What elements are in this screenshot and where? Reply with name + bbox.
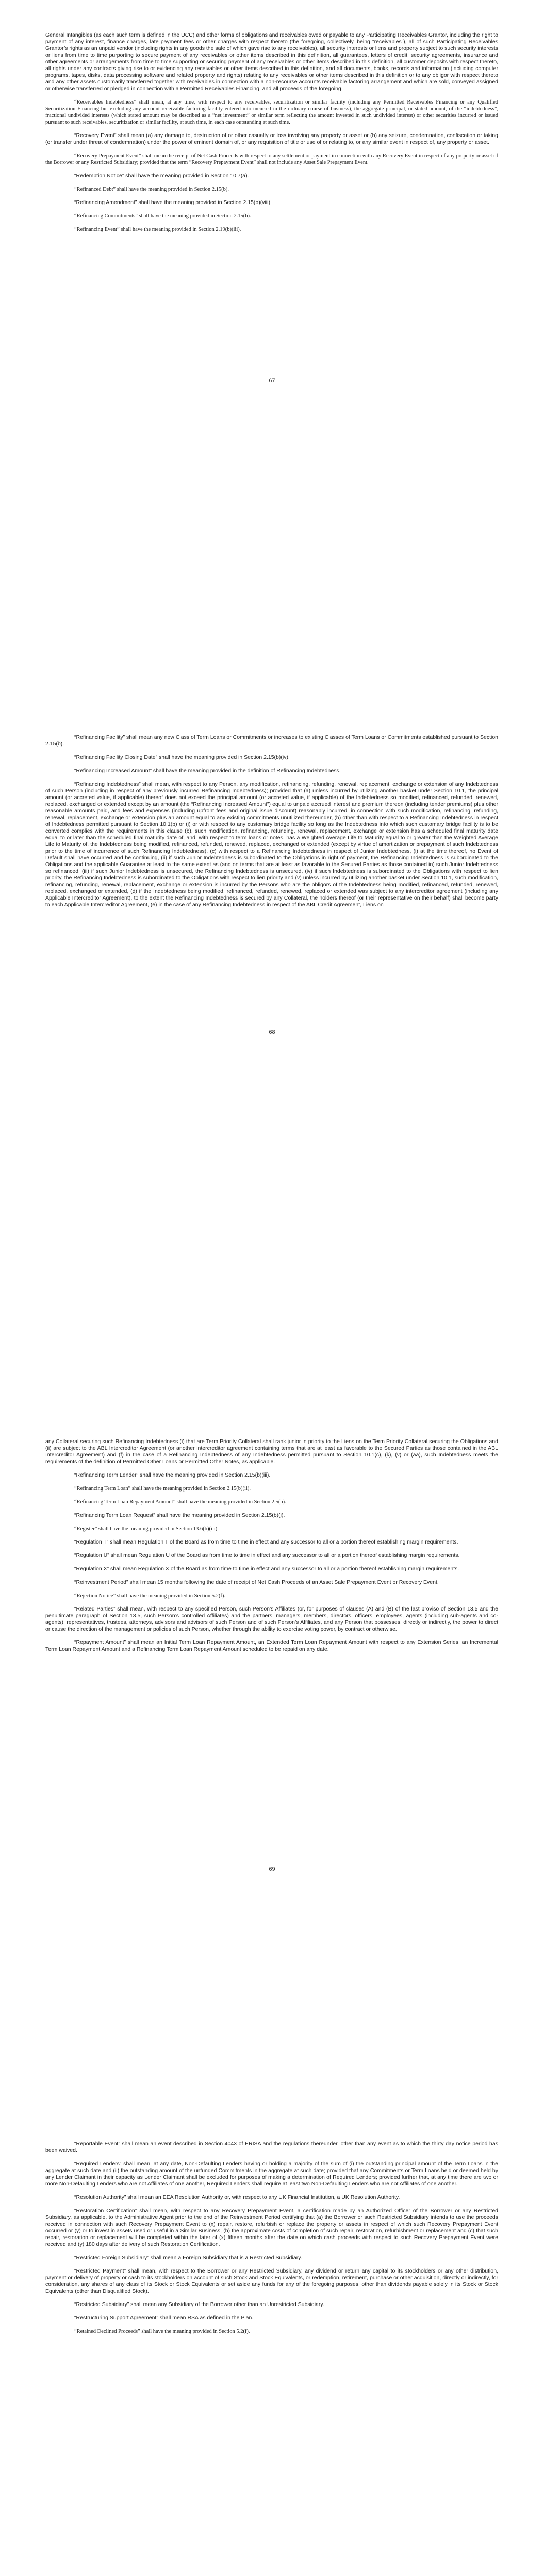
page-68: [0, 703, 544, 1406]
definition-restricted-foreign-subsidiary: “Restricted Foreign Subsidiary” shall mean a Foreign Subsidiary that is a Restricted Subsidiary.: [74, 2255, 302, 2261]
definition-redemption-notice: “Redemption Notice” shall have the meaning provided in Section 10.7(a).: [74, 173, 249, 179]
definition-repayment-amount: “Repayment Amount” shall mean an Initial Term Loan Repayment Amount, an Extended Term Loan Repayment Amount with respect to any Extension Series, an Incremental Term Loan Repayment Amount and a Refinancing Term Loan Repayment Amount scheduled to be repaid on any date.: [45, 1639, 498, 1652]
definition-refinancing-indebtedness: “Refinancing Indebtedness” shall mean, with respect to any Person, any modification, refinancing, refunding, renewal, replacement, exchange or extension of any Indebtedness of such Person (including in respect of any previously incurred Refinancing Indebtedness); provided that (a) unless incurred by utilizing another basket under Section 10.1, the principal amount (or accreted value, if applicable) thereof does not exceed the principal amount (or accreted value, if applicable) of the Indebtedness so modified, refinanced, refunded, renewed, replaced, exchanged or extended except by an amount (the “Refinancing Increased Amount”) equal to unpaid accrued interest and premium thereon (including tender premiums) plus other reasonable amounts paid, and fees and expenses (including upfront fees and original issue discount) reasonably incurred, in connection with such modification, refinancing, refunding, renewal, replacement, exchange or extension plus an amount equal to any existing commitments unutilized thereunder, (b) other than with respect to a Refinancing Indebtedness in respect of Indebtedness permitted pursuant to Section 10.1(b) or (i) or with respect to any customary bridge facility so long as the Indebtedness into which such customary bridge facility is to be converted complies with the requirements in this clause (b), such modification, refinancing, refunding, renewal, replacement, exchange or extension has a scheduled final maturity date equal to or later than the scheduled final maturity date of, and, with respect to term loans or notes, has a Weighted Average Life to Maturity equal to or greater than the Weighted Average Life to Maturity of, the Indebtedness being modified, refinanced, refunded, renewed, replaced, exchanged or extended (except by virtue of amortization or prepayment of such Indebtedness prior to the time of incurrence of such Refinancing Indebtedness), (c) with respect to a Refinancing Indebtedness in respect of Junior Indebtedness, (i) at the time thereof, no Event of Default shall have occurred and be continuing, (ii) if such Junior Indebtedness is subordinated to the Obligations in right of payment, the Refinancing Indebtedness is subordinated to the Obligations and the applicable Guarantee at least to the same extent as (and on terms that are at least as favorable to the Secured Parties as those contained in) such Junior Indebtedness so refinanced, (iii) if such Junior Indebtedness is unsecured, the Refinancing Indebtedness is unsecured, (iv) if such Indebtedness is subordinated to the Obligations with respect to lien priority, the Refinancing Indebtedness is subordinated to the Obligations with respect to lien priority and (v) unless incurred by utilizing another basket under Section 10.1, such modification, refinancing, refunding, renewal, replacement, exchange or extension is incurred by the Persons who are the obligors of the Indebtedness being modified, refinanced, refunded, renewed, replaced, exchanged or extended, (d) if the Indebtedness being modified, refinanced, refunded, renewed, replaced or extended was subject to any intercreditor agreement (including any Applicable Intercreditor Agreement), to the extent the Refinancing Indebtedness is secured by any Collateral, the holders thereof (or their representative on their behalf) shall become party to each Applicable Intercreditor Agreement, (e) in the case of any Refinancing Indebtedness in respect of the ABL Credit Agreement, Liens on: [45, 781, 498, 908]
definition-refinancing-facility: “Refinancing Facility” shall mean any new Class of Term Loans or Commitments or increases to existing Classes of Term Loans or Commitments established pursuant to Section 2.15(b).: [45, 734, 498, 747]
paragraph-receivables-continued: General Intangibles (as each such term is defined in the UCC) and other forms of obligations and receivables owed or payable to any Participating Receivables Grantor, including the right to payment of any interest, finance charges, late payment fees or other charges with respect thereto (the foregoing, collectively, being “receivables”), all of such Participating Receivables Grantor’s rights as an unpaid vendor (including rights in any goods the sale of which gave rise to any receivables), all security interests or liens and property subject to such security interests or liens from time to time purporting to secure payment of any receivables or other items described in this definition, all guarantees, letters of credit, security agreements, insurance and other agreements or arrangements from time to time supporting or securing payment of any receivables or other items described in this definition, all customer deposits with respect thereto, all rights under any contracts giving rise to or evidencing any receivables or other items described in this definition, and all documents, books, records and information (including computer programs, tapes, disks, data processing software and related property and rights) relating to any receivables or other items described in this definition or to any obligor with respect thereto and any other assets customarily transferred together with receivables in connection with a non-recourse accounts receivable factoring arrangement and which are sold, conveyed assigned or otherwise transferred or pledged in connection with a Permitted Receivables Financing, and all proceeds of the foregoing.: [45, 32, 498, 92]
definition-resolution-authority: “Resolution Authority” shall mean an EEA Resolution Authority or, with respect to any UK Financial Institution, a UK Resolution Authority.: [74, 2194, 400, 2200]
definition-refinancing-increased-amount: “Refinancing Increased Amount” shall have the meaning provided in the definition of Refinancing Indebtedness.: [74, 768, 341, 774]
definition-recovery-event: “Recovery Event” shall mean (a) any damage to, destruction of or other casualty or loss involving any property or asset or (b) any seizure, condemnation, confiscation or taking (or transfer under threat of condemnation) under the power of eminent domain of, or any requisition of title or use of or relating to, or any similar event in respect of, any property or asset.: [45, 132, 498, 145]
page-67-content: [45, 32, 498, 240]
page-68-content: [45, 734, 498, 915]
definition-restoration-certification: “Restoration Certification” shall mean, with respect to any Recovery Prepayment Event, a certification made by an Authorized Officer of the Borrower or any Restricted Subsidiary, as applicable, to the Administrative Agent prior to the end of the Reinvestment Period certifying that (a) the Borrower or such Restricted Subsidiary intends to use the proceeds received in connection with such Recovery Prepayment Event to (x) repair, restore, refurbish or replace the property or assets in respect of which such Recovery Prepayment Event occurred or (y) or to invest in assets used or useful in a Similar Business, (b) the approximate costs of completion of such repair, restoration, refurbishment or replacement and (c) that such repair, restoration or replacement will be completed within the later of (x) fifteen months after the date on which cash proceeds with respect to such Recovery Prepayment Event were received and (y) 180 days after delivery of such Restoration Certification.: [45, 2208, 498, 2247]
page-69-content: [45, 1438, 498, 1659]
definition-register: “Register” shall have the meaning provided in Section 13.6(b)(iii).: [74, 1526, 219, 1532]
definition-restructuring-support-agreement: “Restructuring Support Agreement” shall mean RSA as defined in the Plan.: [74, 2315, 254, 2321]
definition-refinancing-term-lender: “Refinancing Term Lender” shall have the meaning provided in Section 2.15(b)(iii).: [74, 1472, 271, 1478]
definition-recovery-prepayment-event: “Recovery Prepayment Event” shall mean the receipt of Net Cash Proceeds with respect to any settlement or payment in connection with any Recovery Event in respect of any property or asset of the Borrower or any Restricted Subsidiary; provided that the term “Recovery Prepayment Event” shall not include any Asset Sale Prepayment Event.: [45, 153, 498, 165]
page-67: [0, 0, 544, 703]
definition-refinancing-term-loan: “Refinancing Term Loan” shall have the meaning provided in Section 2.15(b)(ii).: [74, 1486, 251, 1492]
definition-regulation-x: “Regulation X” shall mean Regulation X of the Board as from time to time in effect and any successor to all or a portion thereof establishing margin requirements.: [74, 1566, 459, 1572]
definition-refinanced-debt: “Refinanced Debt” shall have the meaning provided in Section 2.15(b).: [74, 187, 229, 192]
definition-refinancing-term-loan-repayment-amount: “Refinancing Term Loan Repayment Amount” shall have the meaning provided in Section 2.5(b).: [74, 1499, 286, 1505]
definition-refinancing-facility-closing-date: “Refinancing Facility Closing Date” shall have the meaning provided in Section 2.15(b)(iv).: [74, 754, 290, 760]
paragraph-refinancing-indebtedness-continued: any Collateral securing such Refinancing Indebtedness (i) that are Term Priority Collateral shall rank junior in priority to the Liens on the Term Priority Collateral securing the Obligations and (ii) are subject to the ABL Intercreditor Agreement (or another intercreditor agreement containing terms that are at least as favorable to the Secured Parties as those contained in the ABL Intercreditor Agreement) and (f) in the case of a Refinancing Indebtedness of any Indebtedness permitted pursuant to Section 10.1(c), (k), (v) or (aa), such Indebtedness meets the requirements of the definition of Permitted Other Loans or Permitted Other Notes, as applicable.: [45, 1438, 498, 1465]
definition-restricted-subsidiary: “Restricted Subsidiary” shall mean any Subsidiary of the Borrower other than an Unrestricted Subsidiary.: [74, 2301, 324, 2308]
definition-reportable-event: “Reportable Event” shall mean an event described in Section 4043 of ERISA and the regulations thereunder, other than any event as to which the thirty day notice period has been waived.: [45, 2141, 498, 2154]
definition-receivables-indebtedness: “Receivables Indebtedness” shall mean, at any time, with respect to any receivables, securitization or similar facility (including any Permitted Receivables Financing or any Qualified Securitization Financing but excluding any account receivable factoring facility entered into incurred in the ordinary course of business), the aggregate principal, or stated amount, of the “indebtedness”, fractional undivided interests (which stated amount may be described as a “net investment” or similar term reflecting the amount invested in such undivided interest) or other securities incurred or issued pursuant to such receivables, securitization or similar facility, at such time, in each case outstanding at such time.: [45, 99, 498, 125]
page-69: [0, 1406, 544, 2110]
page-70: [0, 2110, 544, 2576]
page-number: 69: [269, 1866, 275, 1872]
definition-regulation-t: “Regulation T” shall mean Regulation T of the Board as from time to time in effect and any successor to all or a portion thereof establishing margin requirements.: [74, 1539, 458, 1545]
definition-related-parties: “Related Parties” shall mean, with respect to any specified Person, such Person’s Affiliates (or, for purposes of clauses (A) and (B) of the last proviso of Section 13.5 and the penultimate paragraph of Section 13.5, such Person’s controlled Affiliates) and the partners, managers, members, directors, officers, employees, agents (including sub-agents and co-agents), representatives, trustees, attorneys, advisors and advisors of such Person and of such Person’s Affiliates, and any Person that possesses, directly or indirectly, the power to direct or cause the direction of the management or policies of such Person, whether through the ability to exercise voting power, by contract or otherwise.: [45, 1606, 498, 1632]
definition-refinancing-amendment: “Refinancing Amendment” shall have the meaning provided in Section 2.15(b)(viii).: [74, 199, 272, 206]
definition-reinvestment-period: “Reinvestment Period” shall mean 15 months following the date of receipt of Net Cash Proceeds of an Asset Sale Prepayment Event or Recovery Event.: [74, 1579, 439, 1585]
definition-refinancing-event: “Refinancing Event” shall have the meaning provided in Section 2.19(b)(iii).: [74, 227, 241, 232]
page-70-content: [45, 2141, 498, 2342]
page-number: 67: [269, 378, 275, 384]
definition-refinancing-term-loan-request: “Refinancing Term Loan Request” shall have the meaning provided in Section 2.15(b)(i).: [74, 1512, 285, 1518]
definition-required-lenders: “Required Lenders” shall mean, at any date, Non-Defaulting Lenders having or holding a majority of the sum of (i) the outstanding principal amount of the Term Loans in the aggregate at such date and (ii) the outstanding amount of the unfunded Commitments in the aggregate at such date; provided that any Commitments or Term Loans held or deemed held by any Lender Claimant in their capacity as Lender Claimant shall be excluded for purposes of making a determination of Required Lenders; provided further that, at any time there are two or more Non-Defaulting Lenders who are not Affiliates of one another, Required Lenders shall require at least two Non-Defaulting Lenders who are not Affiliates of one another.: [45, 2161, 498, 2187]
definition-retained-declined-proceeds: “Retained Declined Proceeds” shall have the meaning provided in Section 5.2(f).: [74, 2329, 250, 2334]
definition-refinancing-commitments: “Refinancing Commitments” shall have the meaning provided in Section 2.15(b).: [74, 213, 251, 219]
definition-regulation-u: “Regulation U” shall mean Regulation U of the Board as from time to time in effect and any successor to all or a portion thereof establishing margin requirements.: [74, 1552, 460, 1558]
definition-restricted-payment: “Restricted Payment” shall mean, with respect to the Borrower or any Restricted Subsidiary, any dividend or return any capital to its stockholders or any other distribution, payment or delivery of property or cash to its stockholders on account of such Stock and Stock Equivalents, or redemption, retirement, purchase or other acquisition, directly or indirectly, for consideration, any shares of any class of its Stock or Stock Equivalents or set aside any funds for any of the foregoing purposes, other than dividends payable solely in its Stock or Stock Equivalents (other than Disqualified Stock).: [45, 2268, 498, 2294]
definition-rejection-notice: “Rejection Notice” shall have the meaning provided in Section 5.2(f).: [74, 1593, 226, 1599]
page-number: 68: [269, 1029, 275, 1036]
